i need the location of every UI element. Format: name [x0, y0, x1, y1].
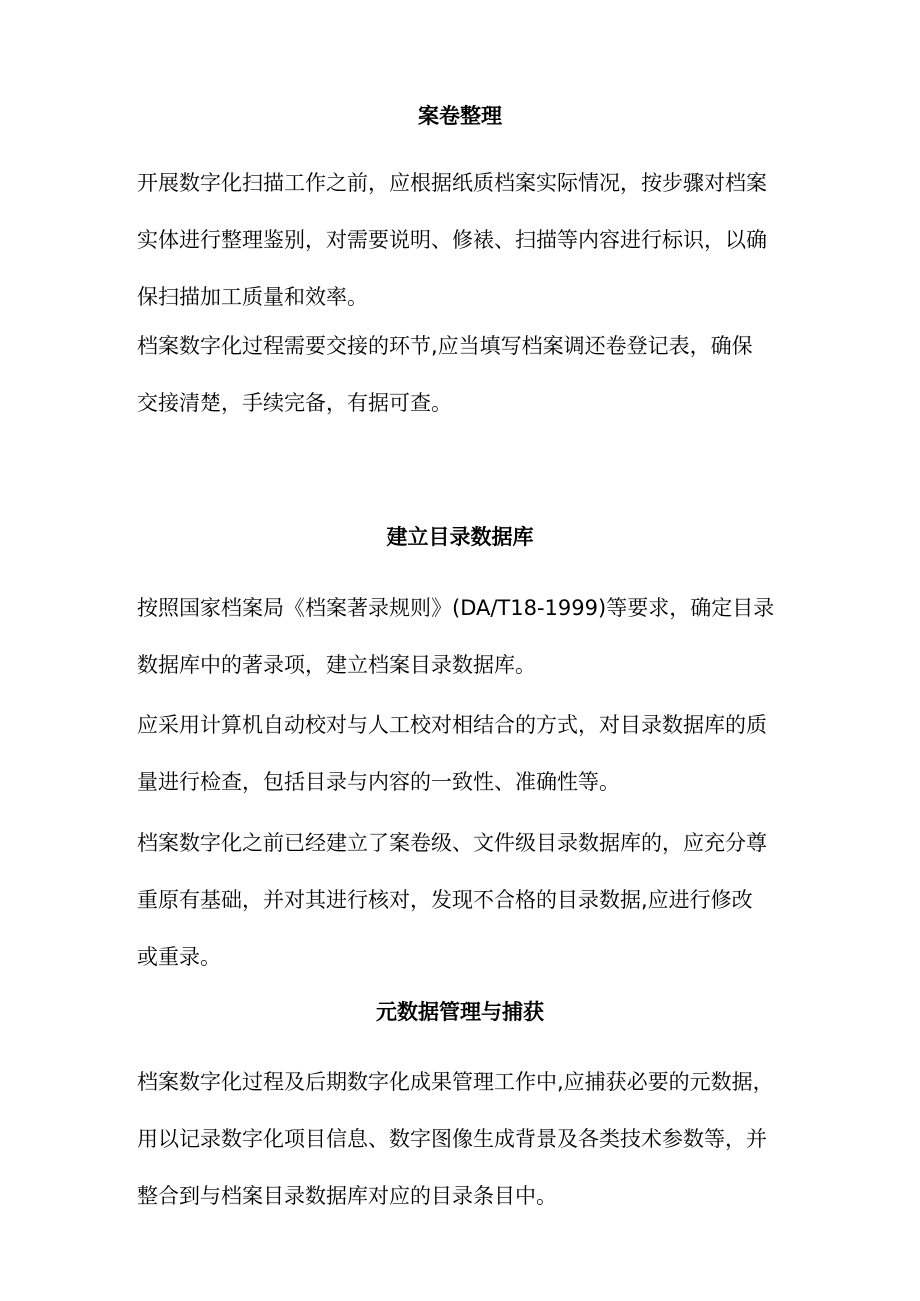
- paragraph-line: 按照国家档案局《档案著录规则》(DA/T18-1999)等要求，确定目录: [137, 596, 775, 620]
- section-title-metadata-management: 元数据管理与捕获: [376, 1000, 544, 1024]
- paragraph-line: 数据库中的著录项，建立档案目录数据库。: [137, 653, 536, 677]
- paragraph: [137, 580, 787, 694]
- paragraph-line: 整合到与档案目录数据库对应的目录条目中。: [137, 1184, 557, 1208]
- paragraph-line: 开展数字化扫描工作之前，应根据纸质档案实际情况，按步骤对档案: [137, 171, 767, 195]
- paragraph-line: 或重录。: [137, 945, 221, 969]
- paragraph-line: 用以记录数字化项目信息、数字图像生成背景及各类技术参数等，并: [137, 1127, 767, 1151]
- paragraph-line: 重原有基础，并对其进行核对，发现不合格的目录数据,应进行修改: [137, 888, 753, 912]
- paragraph: [137, 815, 787, 986]
- paragraph: [137, 155, 787, 326]
- paragraph-line: 应采用计算机自动校对与人工校对相结合的方式，对目录数据库的质: [137, 713, 767, 737]
- paragraph-line: 档案数字化过程需要交接的环节,应当填写档案调还卷登记表，确保: [137, 334, 753, 358]
- paragraph-line: 交接清楚，手续完备，有据可查。: [137, 391, 452, 415]
- section-title-archive-organizing: 案卷整理: [418, 104, 502, 128]
- paragraph: [137, 1054, 787, 1225]
- paragraph-line: 量进行检查，包括目录与内容的一致性、准确性等。: [137, 770, 620, 794]
- paragraph-line: 档案数字化之前已经建立了案卷级、文件级目录数据库的，应充分尊: [137, 831, 767, 855]
- paragraph: [137, 697, 787, 811]
- section-title-catalog-database: 建立目录数据库: [386, 525, 534, 549]
- paragraph-line: 档案数字化过程及后期数字化成果管理工作中,应捕获必要的元数据，: [137, 1070, 774, 1094]
- paragraph-line: 保扫描加工质量和效率。: [137, 285, 368, 309]
- paragraph: [137, 318, 787, 432]
- paragraph-line: 实体进行整理鉴别，对需要说明、修裱、扫描等内容进行标识，以确: [137, 228, 767, 252]
